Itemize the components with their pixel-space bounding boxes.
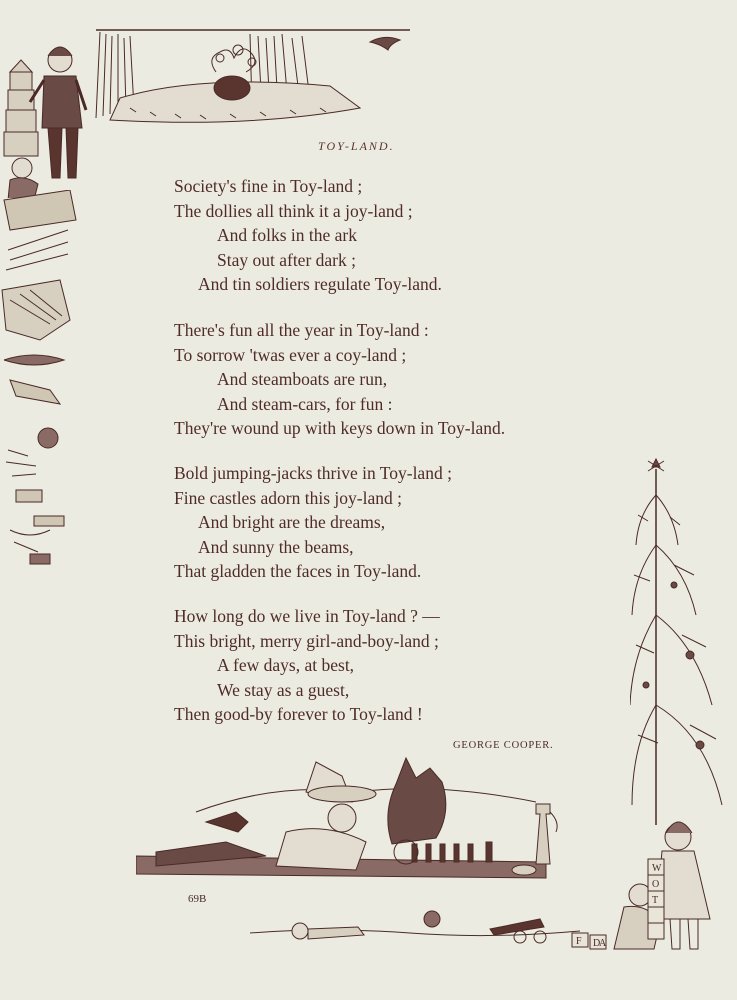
- block-letter: O: [652, 879, 660, 890]
- verse-line: And bright are the dreams,: [198, 512, 386, 533]
- block-letter: T: [652, 895, 659, 906]
- left-border-illustration: [0, 190, 80, 580]
- verse-line: Society's fine in Toy-land ;: [174, 176, 363, 196]
- verse-line: This bright, merry girl-and-boy-land ;: [174, 630, 439, 651]
- bottom-strip-illustration: [250, 905, 580, 950]
- poem-author: GEORGE COOPER.: [453, 740, 554, 751]
- verse-line: And folks in the ark: [217, 225, 357, 246]
- block-letter: F: [576, 936, 582, 947]
- verse-line: Then good-by forever to Toy-land !: [174, 704, 423, 725]
- bottom-right-illustration: [570, 815, 720, 965]
- verse-line: And steamboats are run,: [217, 369, 388, 390]
- verse-line: How long do we live in Toy-land ? —: [174, 606, 440, 626]
- verse-line: They're wound up with keys down in Toy-land.: [174, 418, 506, 439]
- stanza-2: [174, 318, 505, 441]
- right-border-illustration: [630, 455, 730, 830]
- verse-line: And steam-cars, for fun :: [217, 393, 393, 414]
- stanza-3: [174, 461, 452, 584]
- block-letter: A: [599, 938, 607, 949]
- block-letter: W: [652, 863, 662, 874]
- page-number: 69B: [188, 893, 207, 905]
- top-left-illustration: [0, 28, 420, 198]
- verse-line: The dollies all think it a joy-land ;: [174, 200, 413, 221]
- bottom-center-illustration: [136, 752, 596, 892]
- block-letter: D: [593, 938, 601, 949]
- verse-line: We stay as a guest,: [217, 679, 350, 700]
- verse-line: Fine castles adorn this joy-land ;: [174, 487, 402, 508]
- poem-title: TOY-LAND.: [318, 139, 395, 153]
- verse-line: There's fun all the year in Toy-land :: [174, 320, 429, 340]
- verse-line: That gladden the faces in Toy-land.: [174, 561, 422, 582]
- verse-line: To sorrow 'twas ever a coy-land ;: [174, 344, 407, 365]
- verse-line: And sunny the beams,: [198, 536, 354, 557]
- verse-line: Bold jumping-jacks thrive in Toy-land ;: [174, 463, 452, 483]
- verse-line: And tin soldiers regulate Toy-land.: [198, 274, 442, 295]
- stanza-4: [174, 604, 440, 727]
- stanza-1: [174, 174, 442, 297]
- verse-line: Stay out after dark ;: [217, 249, 356, 270]
- verse-line: A few days, at best,: [217, 655, 355, 676]
